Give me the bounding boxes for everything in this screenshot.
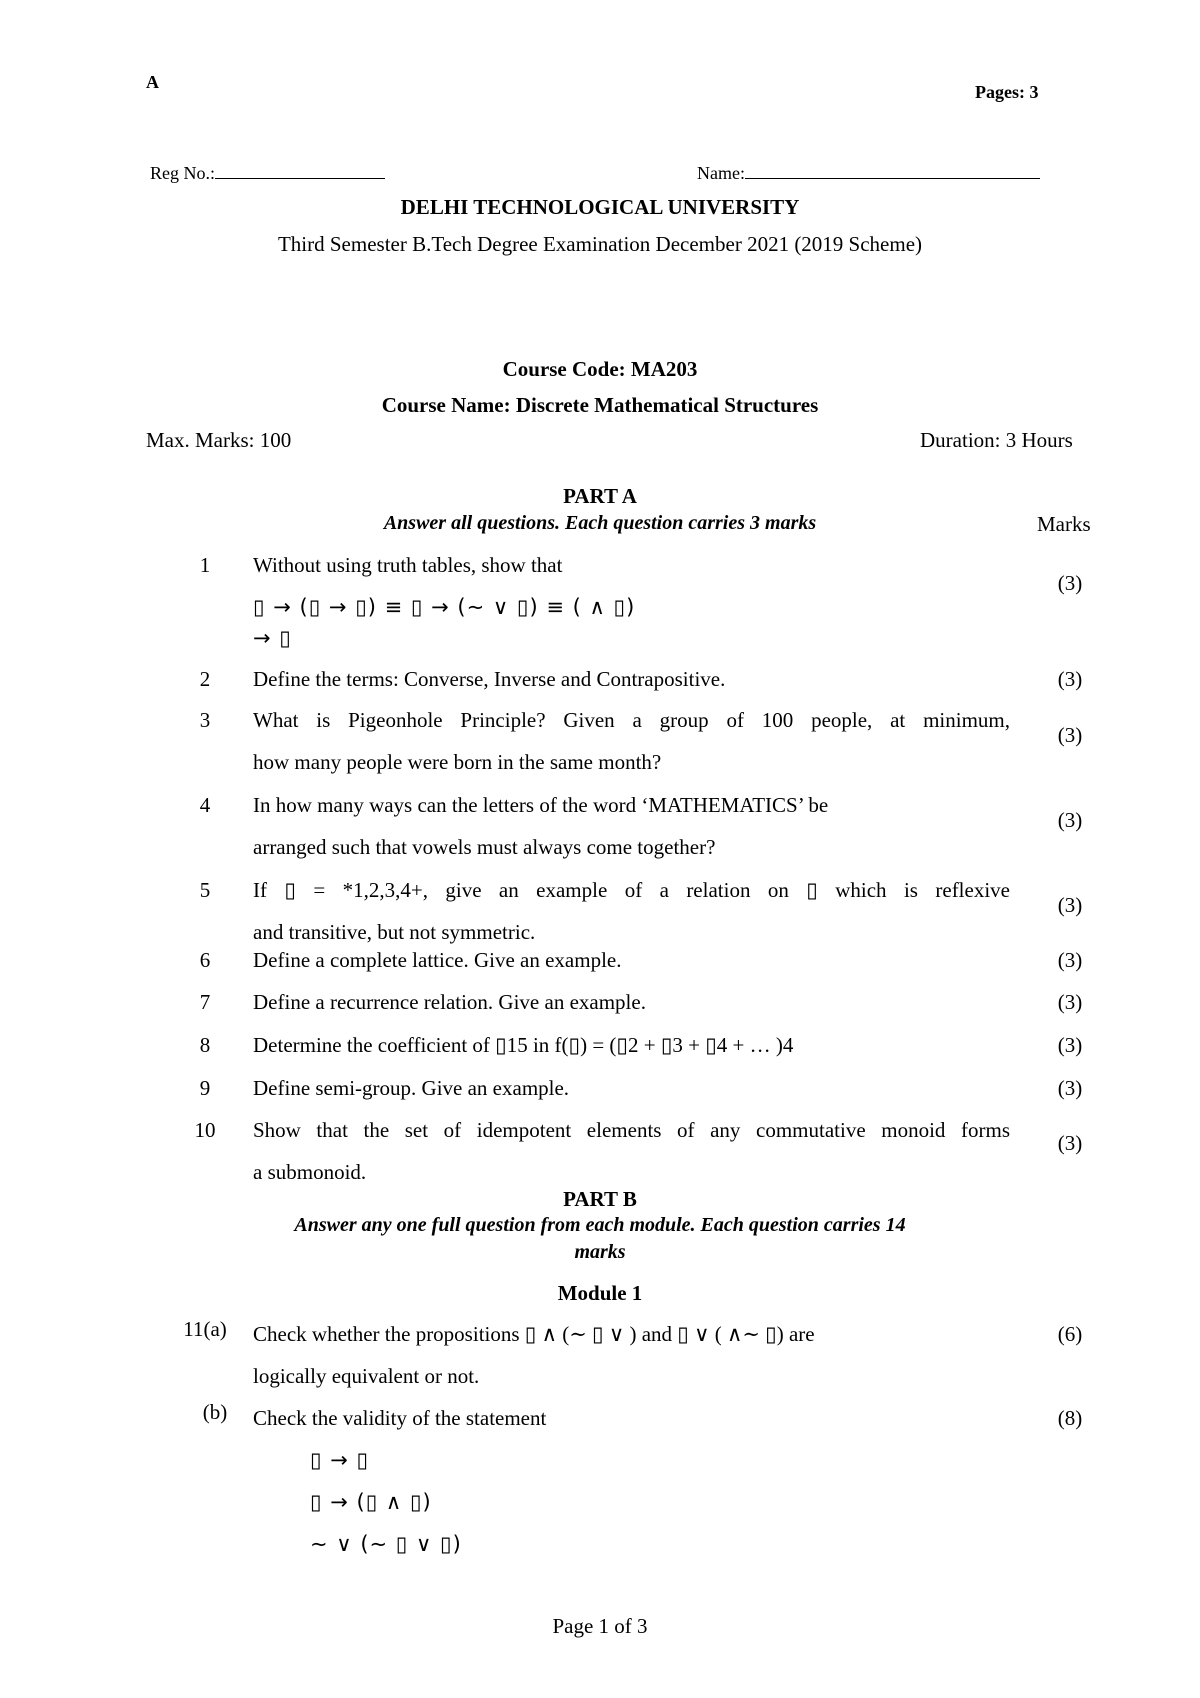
university-name: DELHI TECHNOLOGICAL UNIVERSITY (400, 195, 800, 219)
part-a-instruction: Answer all questions. Each question carries 3 marks (383, 512, 817, 534)
part-a-title: PART A (563, 484, 637, 508)
argument-premise: ▯ → ▯ (310, 1448, 370, 1472)
question-marks: (3) (1057, 1076, 1083, 1100)
question-marks: (3) (1057, 1033, 1083, 1057)
part-b-title: PART B (563, 1187, 637, 1211)
exam-title: Third Semester B.Tech Degree Examination December 2021 (2019 Scheme) (277, 232, 923, 256)
reg-no-label: Reg No.: (150, 163, 215, 183)
question-text: arranged such that vowels must always come together? (253, 835, 716, 859)
module-title: Module 1 (557, 1281, 643, 1305)
question-number: 10 (194, 1118, 216, 1142)
question-text: Check whether the propositions ▯ ∧ (∼ ▯ ∨ ) and ▯ ∨ ( ∧∼ ▯) are (253, 1322, 815, 1346)
question-marks: (3) (1057, 893, 1083, 917)
question-number: 11(a) (183, 1317, 227, 1341)
question-text: and transitive, but not symmetric. (253, 920, 536, 944)
question-formula: ▯ → (▯ → ▯) ≡ ▯ → (∼ ∨ ▯) ≡ ( ∧ ▯) (253, 595, 636, 619)
question-number: 3 (199, 708, 211, 732)
question-text: In how many ways can the letters of the word ‘MATHEMATICS’ be (253, 793, 829, 817)
question-number: 1 (199, 553, 211, 577)
question-number: 4 (199, 793, 211, 817)
question-marks: (3) (1057, 1131, 1083, 1155)
question-marks: (3) (1057, 571, 1083, 595)
question-text: Without using truth tables, show that (253, 553, 563, 577)
question-text: Show that the set of idempotent elements of any commutative monoid forms (253, 1118, 1010, 1142)
question-marks: (6) (1057, 1322, 1083, 1346)
question-text: Define semi-group. Give an example. (253, 1076, 570, 1100)
question-number: 2 (199, 667, 211, 691)
reg-no-blank (215, 160, 385, 179)
part-b-instruction: Answer any one full question from each module. Each question carries 14 (294, 1214, 906, 1236)
question-formula: → ▯ (253, 626, 292, 650)
question-text: how many people were born in the same month? (253, 750, 662, 774)
question-number: 5 (199, 878, 211, 902)
question-text: Determine the coefficient of ▯15 in f(▯) = (▯2 + ▯3 + ▯4 + … )4 (253, 1033, 794, 1057)
question-marks: (3) (1057, 990, 1083, 1014)
question-text: If ▯ = *1,2,3,4+, give an example of a relation on ▯ which is reflexive (253, 878, 1010, 902)
duration: Duration: 3 Hours (920, 428, 1073, 452)
question-marks: (3) (1057, 808, 1083, 832)
question-number: 7 (199, 990, 211, 1014)
question-text: What is Pigeonhole Principle? Given a group of 100 people, at minimum, (253, 708, 1010, 732)
question-number: (b) (202, 1400, 228, 1424)
max-marks: Max. Marks: 100 (146, 428, 292, 452)
question-marks: (3) (1057, 948, 1083, 972)
part-b-instruction-cont: marks (574, 1241, 626, 1263)
question-number: 6 (199, 948, 211, 972)
question-marks: (8) (1057, 1406, 1083, 1430)
question-text: Check the validity of the statement (253, 1406, 547, 1430)
question-text: Define a recurrence relation. Give an example. (253, 990, 646, 1014)
argument-premise: ▯ → (▯ ∧ ▯) (310, 1490, 432, 1514)
marks-header: Marks (1037, 512, 1091, 536)
question-text: a submonoid. (253, 1160, 367, 1184)
question-text: Define the terms: Converse, Inverse and Contrapositive. (253, 667, 726, 691)
question-marks: (3) (1057, 723, 1083, 747)
argument-premise: ∼ ∨ (∼ ▯ ∨ ▯) (310, 1532, 462, 1556)
name-field (697, 160, 1040, 184)
course-code: Course Code: MA203 (502, 357, 698, 381)
question-set-label: A (146, 72, 159, 92)
question-number: 9 (199, 1076, 211, 1100)
reg-no-field (150, 160, 385, 184)
pages-count: Pages: 3 (975, 82, 1039, 102)
question-text: Define a complete lattice. Give an example. (253, 948, 622, 972)
name-label: Name: (697, 163, 745, 183)
course-name: Course Name: Discrete Mathematical Structures (381, 393, 819, 417)
question-marks: (3) (1057, 667, 1083, 691)
question-text: logically equivalent or not. (253, 1364, 480, 1388)
name-blank (745, 160, 1040, 179)
question-number: 8 (199, 1033, 211, 1057)
page-number: Page 1 of 3 (552, 1614, 648, 1638)
